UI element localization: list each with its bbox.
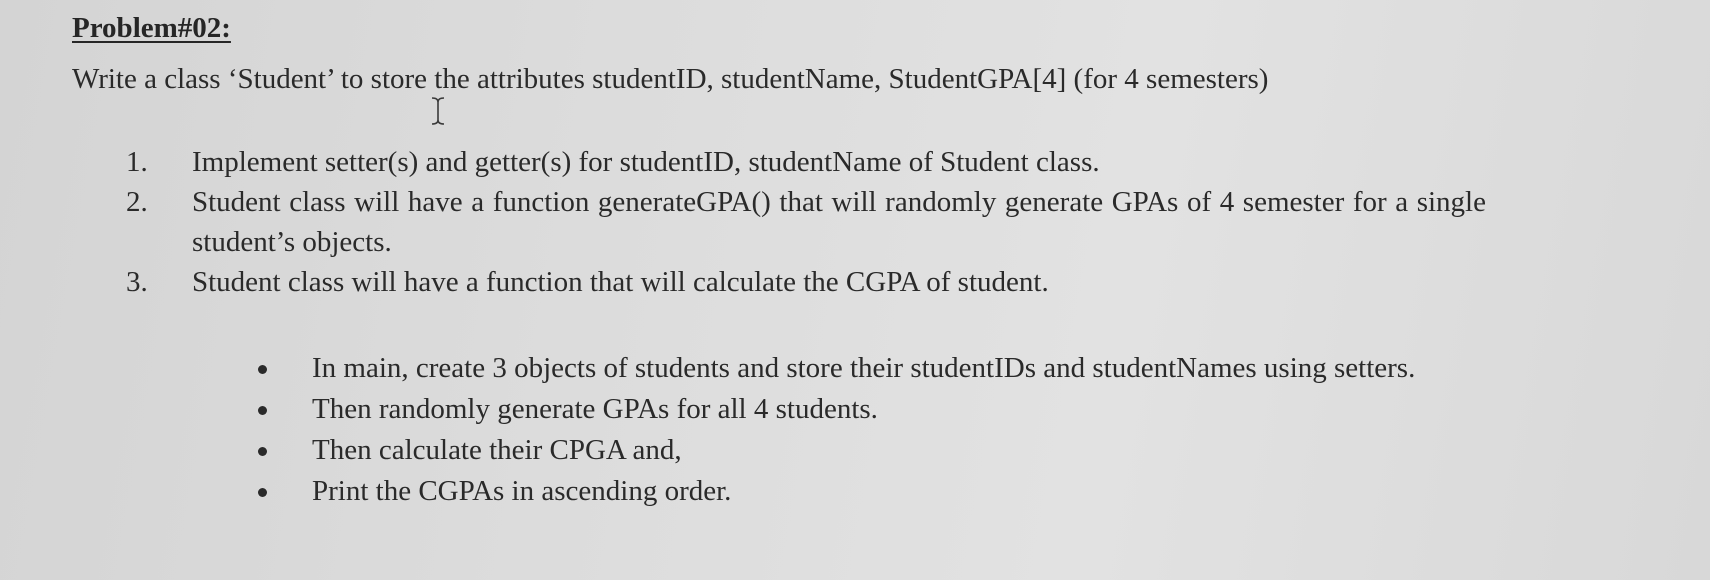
task-item: [126, 142, 1486, 182]
bullet-icon: [250, 389, 312, 430]
task-item: [126, 182, 1486, 262]
task-number: 2.: [126, 186, 148, 218]
main-step-item: [250, 471, 1480, 512]
task-list: [126, 142, 1486, 302]
main-steps-list: [250, 348, 1480, 512]
main-step-item: [250, 348, 1480, 389]
problem-heading: Problem#02:: [72, 12, 231, 44]
task-number: 3.: [126, 266, 148, 298]
main-step-text: Print the CGPAs in ascending order.: [312, 475, 732, 507]
bullet-icon: [250, 430, 312, 471]
main-step-item: [250, 430, 1480, 471]
task-text: Student class will have a function that will calculate the CGPA of student.: [192, 266, 1049, 298]
text-cursor-icon: [430, 96, 446, 126]
main-step-item: [250, 389, 1480, 430]
main-step-text: Then calculate their CPGA and,: [312, 434, 682, 466]
bullet-icon: [250, 471, 312, 512]
task-text: Student class will have a function generateGPA() that will randomly generate GPAs of 4 semester for a single student’s objects.: [192, 186, 1486, 258]
bullet-icon: [250, 348, 312, 389]
main-step-text: In main, create 3 objects of students and store their studentIDs and studentNames using setters.: [312, 352, 1416, 384]
task-item: [126, 262, 1486, 302]
task-text: Implement setter(s) and getter(s) for studentID, studentName of Student class.: [192, 146, 1100, 178]
main-step-text: Then randomly generate GPAs for all 4 students.: [312, 393, 878, 425]
problem-intro: Write a class ‘Student’ to store the attributes studentID, studentName, StudentGPA[4] (for 4 semesters): [72, 63, 1269, 95]
task-number: 1.: [126, 146, 148, 178]
